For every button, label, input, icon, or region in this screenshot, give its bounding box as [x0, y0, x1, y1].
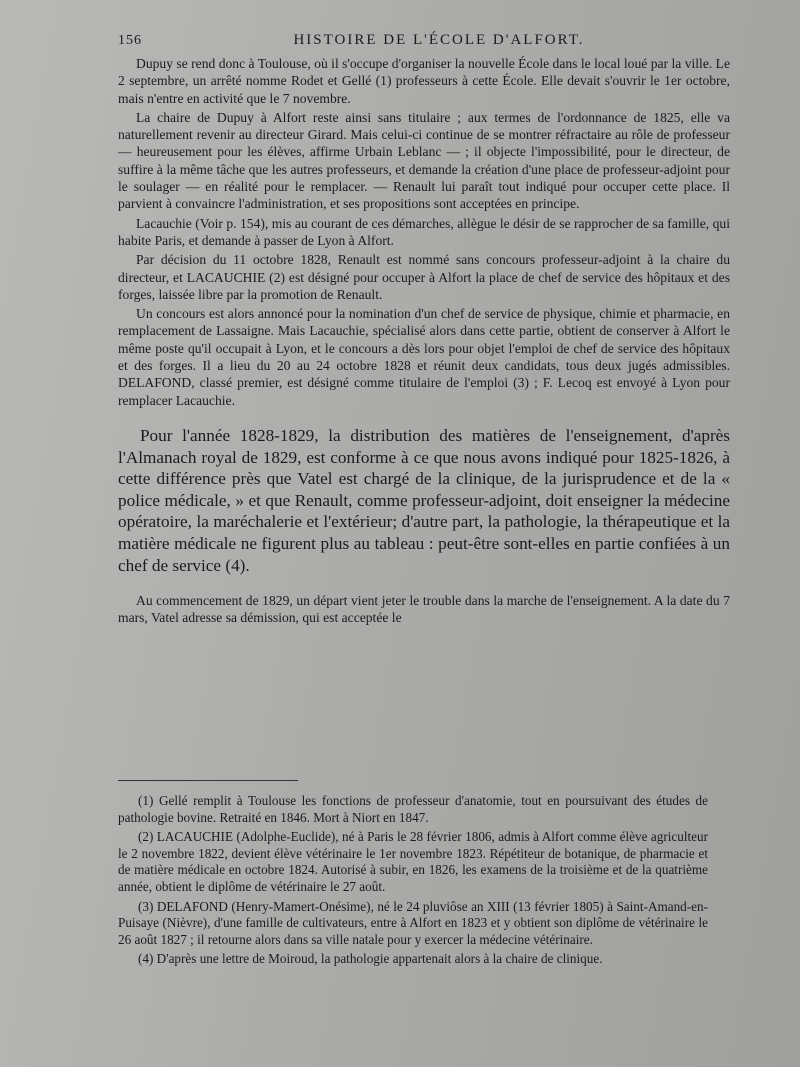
paragraph-3: Lacauchie (Voir p. 154), mis au courant de ces démarches, allègue le désir de se rapprocher de sa famille, qui habite Paris, et demande à passer de Lyon à Alfort.: [118, 215, 730, 248]
page-number: 156: [118, 33, 142, 48]
footnote-rule: [118, 780, 298, 781]
paragraph-1: Dupuy se rend donc à Toulouse, où il s'occupe d'organiser la nouvelle École dans le local loué par la ville. Le 2 septembre, un arrêté nomme Rodet et Gellé (1) professeurs à cette École. Elle devait s'ouvrir le 1er octobre, mais n'entre en activité que le 7 novembre.: [118, 56, 730, 106]
footnote-4: (4) D'après une lettre de Moiroud, la pathologie appartenait alors à la chaire de clinique.: [138, 951, 603, 967]
paragraph-5: Un concours est alors annoncé pour la nomination d'un chef de service de physique, chimie et pharmacie, en remplacement de Lassaigne. Mais Lacauchie, spécialisé alors dans cette partie, obtient de conserver à Alfort le même poste qu'il occupait à Lyon, et le concours a dès lors pour objet l'emploi de chef de service des hôpitaux et des forges. Il a lieu du 20 au 24 octobre 1828 et réunit deux candidats, tous deux jugés admissibles. DELAFOND, classé premier, est désigné comme titulaire de l'emploi (3) ; F. Lecoq est envoyé à Lyon pour remplacer Lacauchie.: [118, 306, 730, 408]
running-title: HISTOIRE DE L'ÉCOLE D'ALFORT.: [293, 32, 585, 48]
page-header: [118, 32, 730, 49]
paragraph-tail: Au commencement de 1829, un départ vient jeter le trouble dans la marche de l'enseignement. A la date du 7 mars, Vatel adresse sa démission, qui est acceptée le: [118, 593, 730, 626]
body-text-small: [118, 55, 730, 409]
paragraph-2: La chaire de Dupuy à Alfort reste ainsi sans titulaire ; aux termes de l'ordonnance de 1825, elle va naturellement revenir au directeur Girard. Mais celui-ci continue de se montrer réfractaire au rôle de professeur — heureusement pour les élèves, affirme Urbain Leblanc — ; il objecte l'impossibilité, pour le directeur, de suffire à la même tâche que les autres professeurs, et demande la création d'une place de professeur-adjoint pour le soulager — en réalité pour le remplacer. — Renault lui paraît tout indiqué pour occuper cette place. Il parvient à convaincre l'administration, et ses propositions sont acceptées en principe.: [118, 109, 730, 212]
body-text-large: [118, 425, 730, 576]
footnote-3: (3) DELAFOND (Henry-Mamert-Onésime), né le 24 pluviôse an XIII (13 février 1805) à Saint-Amand-en-Puisaye (Nièvre), d'une famille de cultivateurs, entre à Alfort en 1823 et y obtient son diplôme de vétérinaire le 26 août 1827 ; il retourne alors dans sa ville natale pour y exercer la médecine vétérinaire.: [118, 898, 708, 947]
paragraph-4: Par décision du 11 octobre 1828, Renault est nommé sans concours professeur-adjoint à la chaire du directeur, et LACAUCHIE (2) est désigné pour occuper à Alfort la place de chef de service des hôpitaux et des forges, laissée libre par la promotion de Renault.: [118, 252, 730, 302]
footnotes: [118, 780, 708, 968]
footnote-2: (2) LACAUCHIE (Adolphe-Euclide), né à Paris le 28 février 1806, admis à Alfort comme élève agriculteur le 2 novembre 1822, devient élève vétérinaire le 1er novembre 1823. Répétiteur de botanique, de pharmacie et de matière médicale en octobre 1824. Autorisé à subir, en 1826, les examens de la troisième et de la quatrième année, obtient le diplôme de vétérinaire le 27 août.: [118, 829, 708, 894]
paragraph-large: Pour l'année 1828-1829, la distribution des matières de l'enseignement, d'après l'Almanach royal de 1829, est conforme à ce que nous avons indiqué pour 1825-1826, à cette différence près que Vatel est chargé de la clinique, de la jurisprudence et de la « police médicale, » et que Renault, comme professeur-adjoint, doit enseigner la médecine opératoire, la maréchalerie et l'extérieur; d'autre part, la pathologie, la thérapeutique et la matière médicale ne figurent plus au tableau : peut-être sont-elles en partie confiées à un chef de service (4).: [118, 425, 730, 575]
body-text-continued: [118, 592, 730, 627]
footnote-1: (1) Gellé remplit à Toulouse les fonctions de professeur d'anatomie, tout en poursuivant des études de pathologie bovine. Retraité en 1846. Mort à Niort en 1847.: [118, 793, 708, 825]
